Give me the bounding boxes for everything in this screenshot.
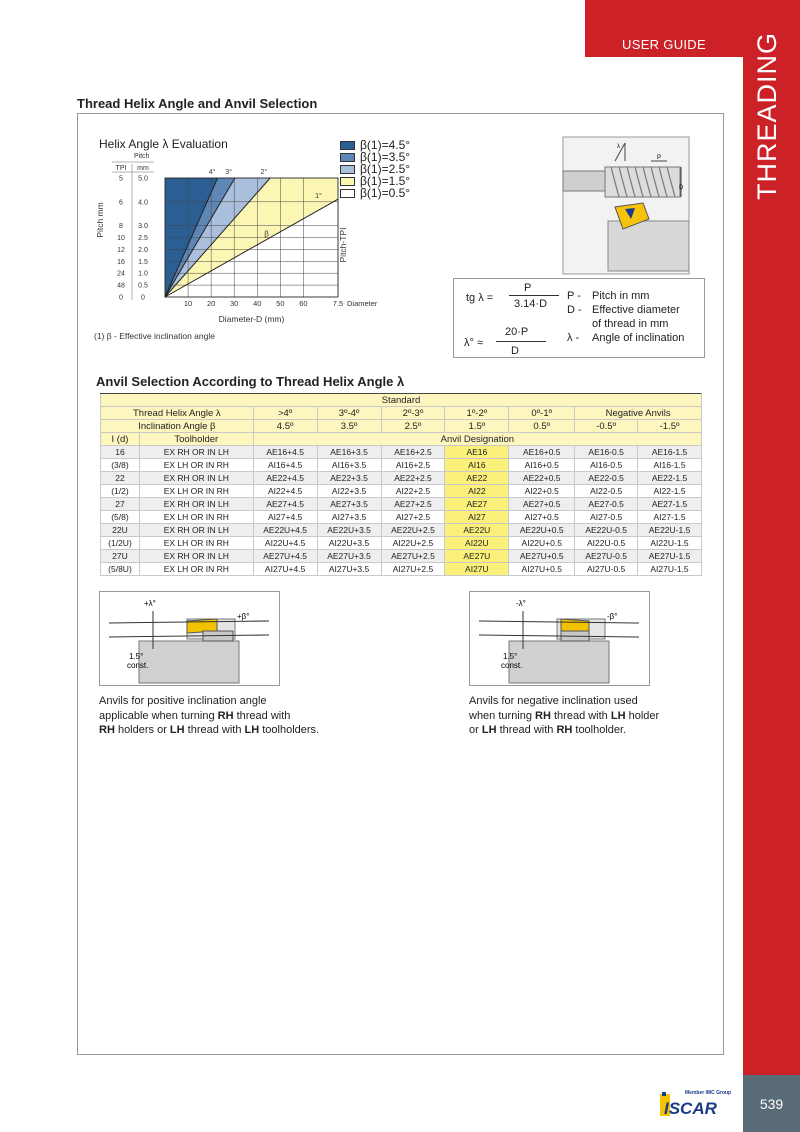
toolholder-cell: EX LH OR IN RH (139, 459, 253, 472)
table-row (101, 485, 702, 498)
mm-tick-label: 0 (141, 294, 145, 302)
anvil-cell: AE27-0.5 (575, 498, 638, 511)
formula-tg: tg λ = (466, 292, 494, 304)
toolholder-cell: EX RH OR IN LH (139, 472, 253, 485)
chart-footnote: (1) β - Effective inclination angle (94, 331, 215, 341)
toolholder-cell: EX RH OR IN LH (139, 524, 253, 537)
table-row (101, 524, 702, 537)
angle-label: 1° (315, 193, 322, 200)
formula-den1: 3.14·D (514, 298, 548, 310)
tpi-tick-label: 24 (117, 270, 125, 278)
caption-text: thread with (184, 724, 245, 736)
beta-label: β (264, 229, 269, 239)
def-key: λ - (567, 332, 580, 344)
anvil-cell: AI16+4.5 (253, 459, 317, 472)
neg-const2-label: const. (501, 661, 523, 670)
anvil-table (100, 393, 702, 576)
anvil-cell: AI27+2.5 (381, 511, 445, 524)
x-tick-label: 50 (276, 299, 285, 308)
def-value: Effective diameter (592, 304, 680, 316)
toolholder-cell: EX RH OR IN LH (139, 446, 253, 459)
helix-header: Thread Helix Angle λ (101, 407, 254, 420)
formula-defs (567, 289, 684, 345)
formula-def (567, 331, 684, 345)
caption-line: Anvils for positive inclination angle (99, 695, 267, 707)
anvil-designation-header: Anvil Designation (253, 433, 701, 446)
anvil-cell: AE16+3.5 (317, 446, 381, 459)
anvil-cell: AE22+3.5 (317, 472, 381, 485)
anvil-cell: AE22U (445, 524, 509, 537)
formula-def (567, 317, 684, 331)
size-cell: 22 (101, 472, 140, 485)
table-row (101, 563, 702, 576)
section-title: Thread Helix Angle and Anvil Selection (77, 96, 318, 111)
incl-cell: -0.5º (575, 420, 638, 433)
helix-cell: 3º-4º (317, 407, 381, 420)
pitch-header: Pitch (134, 153, 150, 160)
def-value: of thread in mm (592, 318, 669, 330)
legend-label: β(1)=0.5° (360, 186, 411, 200)
caption-text: thread with (233, 709, 291, 722)
table-helix-row (101, 407, 702, 420)
caption-line (99, 709, 319, 724)
tpi-tick-label: 5 (119, 175, 123, 183)
toolholder-cell: EX RH OR IN LH (139, 550, 253, 563)
anvil-cell: AE16-0.5 (575, 446, 638, 459)
anvil-cell: AI22 (445, 485, 509, 498)
user-guide-tab (585, 0, 743, 57)
incl-cell: 0.5º (509, 420, 575, 433)
anvil-cell: AE27 (445, 498, 509, 511)
negative-anvil-diagram (469, 591, 650, 686)
tab-label: USER GUIDE (622, 37, 706, 52)
anvil-cell: AE27+0.5 (509, 498, 575, 511)
x-tick-label: 30 (230, 299, 239, 308)
legend-swatch (340, 189, 355, 198)
legend-label: β(1)=2.5° (360, 162, 411, 176)
diagram-d: D (679, 185, 684, 191)
tpi-tick-label: 8 (119, 223, 123, 231)
table-row (101, 459, 702, 472)
caption-text: toolholder. (572, 724, 627, 736)
chart-title: Helix Angle λ Evaluation (99, 137, 228, 151)
mm-tick-label: 0.5 (138, 282, 148, 290)
caption-bold: RH (99, 724, 115, 736)
legend-label: β(1)=3.5° (360, 150, 411, 164)
tpi-tick-label: 16 (117, 258, 125, 266)
anvil-cell: AI22-1.5 (638, 485, 702, 498)
iscar-logo (658, 1086, 738, 1118)
table-row (101, 550, 702, 563)
legend-label: β(1)=4.5° (360, 138, 411, 152)
def-value: Pitch in mm (592, 290, 650, 302)
size-cell: (5/8U) (101, 563, 140, 576)
caption-line: Anvils for negative inclination used (469, 695, 638, 707)
mm-tick-label: 2.0 (138, 246, 148, 254)
size-cell: (3/8) (101, 459, 140, 472)
anvil-cell: AI22U+3.5 (317, 537, 381, 550)
anvil-cell: AE22U+3.5 (317, 524, 381, 537)
anvil-cell: AE16 (445, 446, 509, 459)
anvil-cell: AI22U+2.5 (381, 537, 445, 550)
caption-text: thread with (496, 724, 557, 736)
mm-tick-label: 2.5 (138, 235, 148, 242)
anvil-cell: AI27U+2.5 (381, 563, 445, 576)
toolholder-cell: EX LH OR IN RH (139, 511, 253, 524)
formula-den2: D (511, 345, 519, 357)
positive-anvil-diagram (99, 591, 280, 686)
neg-const-label: 1.5° (503, 652, 518, 661)
size-cell: 16 (101, 446, 140, 459)
def-key: D - (567, 304, 582, 316)
anvil-cell: AE16-1.5 (638, 446, 702, 459)
x-tick-label: 20 (206, 299, 216, 308)
anvil-cell: AE27-1.5 (638, 498, 702, 511)
table-standard-row (101, 394, 702, 407)
x-tick-label: 60 (299, 299, 308, 308)
legend-swatch (340, 165, 355, 174)
toolholder-header: Toolholder (139, 433, 253, 446)
fraction-bar-2 (496, 341, 546, 342)
anvil-cell: AE27U+0.5 (509, 550, 575, 563)
helix-cell: Negative Anvils (575, 407, 702, 420)
def-value: Angle of inclination (592, 332, 685, 344)
anvil-title: Anvil Selection According to Thread Helix Angle λ (96, 374, 405, 389)
formula-def (567, 289, 684, 303)
anvil-cell: AI22U (445, 537, 509, 550)
helix-cell: 1º-2º (445, 407, 509, 420)
anvil-cell: AI22+4.5 (253, 485, 317, 498)
tpi-tick-label: 48 (117, 282, 125, 290)
anvil-cell: AE27U-0.5 (575, 550, 638, 563)
angle-label: 2° (260, 169, 268, 176)
anvil-cell: AI27U-1.5 (638, 563, 702, 576)
angle-label: 3° (225, 169, 232, 176)
anvil-cell: AE22U-1.5 (638, 524, 702, 537)
anvil-cell: AI16 (445, 459, 509, 472)
x-tick-label: 7.5 (332, 299, 344, 308)
table-column-header-row (101, 433, 702, 446)
anvil-cell: AE22U-0.5 (575, 524, 638, 537)
anvil-cell: AE22-0.5 (575, 472, 638, 485)
incl-cell: -1.5º (638, 420, 702, 433)
mm-tick-label: 1.5 (138, 258, 148, 266)
tpi-tick-label: 0 (119, 294, 123, 302)
legend-item (340, 187, 410, 199)
anvil-cell: AI22+2.5 (381, 485, 445, 498)
anvil-cell: AI16+2.5 (381, 459, 445, 472)
anvil-cell: AE22+0.5 (509, 472, 575, 485)
caption-text: applicable when turning (99, 709, 218, 722)
anvil-cell: AE22 (445, 472, 509, 485)
table-row (101, 537, 702, 550)
def-key (567, 317, 592, 331)
tpi-tick-label: 12 (117, 246, 125, 254)
helix-cell: 0º-1º (509, 407, 575, 420)
anvil-cell: AI22+3.5 (317, 485, 381, 498)
anvil-cell: AE27U-1.5 (638, 550, 702, 563)
anvil-cell: AI16+0.5 (509, 459, 575, 472)
anvil-cell: AI27U-0.5 (575, 563, 638, 576)
anvil-cell: AI27-0.5 (575, 511, 638, 524)
helix-angle-chart (88, 150, 378, 345)
anvil-cell: AE27U (445, 550, 509, 563)
caption-bold: LH (481, 724, 497, 736)
x-axis-label: Diameter-D (mm) (218, 314, 285, 324)
anvil-cell: AI27 (445, 511, 509, 524)
caption-text: holder (625, 709, 660, 722)
caption-text: toolholders. (259, 724, 320, 736)
mm-header: mm (137, 165, 149, 172)
anvil-cell: AE22+4.5 (253, 472, 317, 485)
anvil-cell: AE22U+0.5 (509, 524, 575, 537)
anvil-cell: AI22U+4.5 (253, 537, 317, 550)
pos-lambda-label: +λ° (144, 599, 156, 608)
table-row (101, 511, 702, 524)
caption-text: thread with (550, 709, 611, 722)
pos-const2-label: const. (127, 661, 149, 670)
page-number: 539 (743, 1075, 800, 1132)
anvil-cell: AE27+4.5 (253, 498, 317, 511)
threading-diagram (563, 137, 689, 274)
legend-label: β(1)=1.5° (360, 174, 411, 188)
anvil-cell: AI22U-0.5 (575, 537, 638, 550)
anvil-cell: AE16+0.5 (509, 446, 575, 459)
anvil-cell: AE16+2.5 (381, 446, 445, 459)
fraction-bar-1 (509, 295, 559, 296)
logo-text: ISCAR (664, 1099, 717, 1118)
anvil-cell: AI22U-1.5 (638, 537, 702, 550)
diagram-lambda: λ (617, 144, 620, 150)
def-key: P - (567, 290, 581, 302)
tpi-tick-label: 10 (117, 235, 125, 242)
anvil-cell: AE22-1.5 (638, 472, 702, 485)
anvil-cell: AI27U+0.5 (509, 563, 575, 576)
formula-def (567, 303, 684, 317)
size-cell: 22U (101, 524, 140, 537)
toolholder-cell: EX LH OR IN RH (139, 485, 253, 498)
caption-bold: RH (535, 709, 551, 722)
mm-tick-label: 3.0 (138, 223, 148, 231)
table-row (101, 446, 702, 459)
incl-cell: 3.5º (317, 420, 381, 433)
legend-swatch (340, 141, 355, 150)
anvil-cell: AI27+4.5 (253, 511, 317, 524)
anvil-cell: AI22-0.5 (575, 485, 638, 498)
mm-tick-label: 1.0 (138, 270, 148, 278)
caption-text: or (469, 724, 482, 736)
caption-negative (469, 694, 659, 738)
formula-num2: 20·P (505, 326, 529, 338)
anvil-cell: AE22+2.5 (381, 472, 445, 485)
x-axis-suffix: Diameter (347, 299, 378, 308)
anvil-cell: AI27+0.5 (509, 511, 575, 524)
anvil-cell: AE22U+4.5 (253, 524, 317, 537)
anvil-cell: AI22+0.5 (509, 485, 575, 498)
size-cell: 27U (101, 550, 140, 563)
anvil-cell: AE27U+2.5 (381, 550, 445, 563)
pos-const-label: 1.5° (129, 652, 144, 661)
angle-label: 4° (208, 169, 216, 176)
caption-bold: RH (556, 724, 573, 736)
mm-tick-label: 5.0 (138, 175, 148, 183)
helix-cell: >4º (253, 407, 317, 420)
caption-positive (99, 694, 319, 738)
caption-bold: LH (244, 724, 260, 736)
caption-bold: LH (610, 709, 626, 722)
logo-subtext: Member IMC Group (685, 1090, 732, 1096)
tpi-tick-label: 6 (119, 199, 123, 207)
caption-line (469, 723, 659, 738)
caption-line (99, 723, 319, 738)
anvil-cell: AI27U+3.5 (317, 563, 381, 576)
table-row (101, 472, 702, 485)
anvil-cell: AI16-1.5 (638, 459, 702, 472)
anvil-cell: AI16-0.5 (575, 459, 638, 472)
x-tick-label: 10 (183, 299, 193, 308)
formula-num1: P (524, 282, 532, 294)
toolholder-cell: EX LH OR IN RH (139, 563, 253, 576)
standard-header: Standard (101, 394, 702, 407)
size-header: I (d) (101, 433, 140, 446)
neg-beta-label: -β° (607, 612, 618, 621)
legend-swatch (340, 153, 355, 162)
incl-cell: 1.5º (445, 420, 509, 433)
size-cell: 27 (101, 498, 140, 511)
table-inclination-row (101, 420, 702, 433)
anvil-cell: AE16+4.5 (253, 446, 317, 459)
anvil-cell: AI22U+0.5 (509, 537, 575, 550)
anvil-cell: AI27U (445, 563, 509, 576)
anvil-cell: AI16+3.5 (317, 459, 381, 472)
anvil-cell: AE27U+3.5 (317, 550, 381, 563)
anvil-cell: AE22U+2.5 (381, 524, 445, 537)
neg-lambda-label: -λ° (516, 599, 526, 608)
chart-legend (340, 139, 410, 199)
toolholder-cell: EX RH OR IN LH (139, 498, 253, 511)
size-cell: (1/2U) (101, 537, 140, 550)
incl-header: Inclination Angle β (101, 420, 254, 433)
formula-lambda: λ° ≈ (464, 337, 483, 349)
anvil-cell: AE27U+4.5 (253, 550, 317, 563)
x-tick-label: 40 (253, 299, 262, 308)
toolholder-cell: EX LH OR IN RH (139, 537, 253, 550)
formula-box (453, 278, 705, 358)
helix-cell: 2º-3º (381, 407, 445, 420)
anvil-cell: AI27-1.5 (638, 511, 702, 524)
side-title: THREADING (752, 31, 782, 200)
y-axis-label-right: Pitch-TPI (338, 227, 348, 263)
caption-bold: LH (169, 724, 185, 736)
anvil-cell: AI27+3.5 (317, 511, 381, 524)
incl-cell: 2.5º (381, 420, 445, 433)
anvil-cell: AE27+2.5 (381, 498, 445, 511)
caption-text: when turning (469, 709, 536, 722)
size-cell: (5/8) (101, 511, 140, 524)
y-axis-label: Pitch mm (95, 202, 105, 238)
anvil-cell: AE27+3.5 (317, 498, 381, 511)
table-row (101, 498, 702, 511)
incl-cell: 4.5º (253, 420, 317, 433)
caption-text: holders or (114, 724, 170, 736)
legend-swatch (340, 177, 355, 186)
mm-tick-label: 4.0 (138, 199, 148, 207)
anvil-cell: AI27U+4.5 (253, 563, 317, 576)
size-cell: (1/2) (101, 485, 140, 498)
caption-bold: RH (217, 709, 234, 722)
caption-line (469, 709, 659, 724)
diagram-p: P (657, 155, 662, 161)
pos-beta-label: +β° (237, 612, 250, 621)
tpi-header: TPI (115, 165, 127, 172)
